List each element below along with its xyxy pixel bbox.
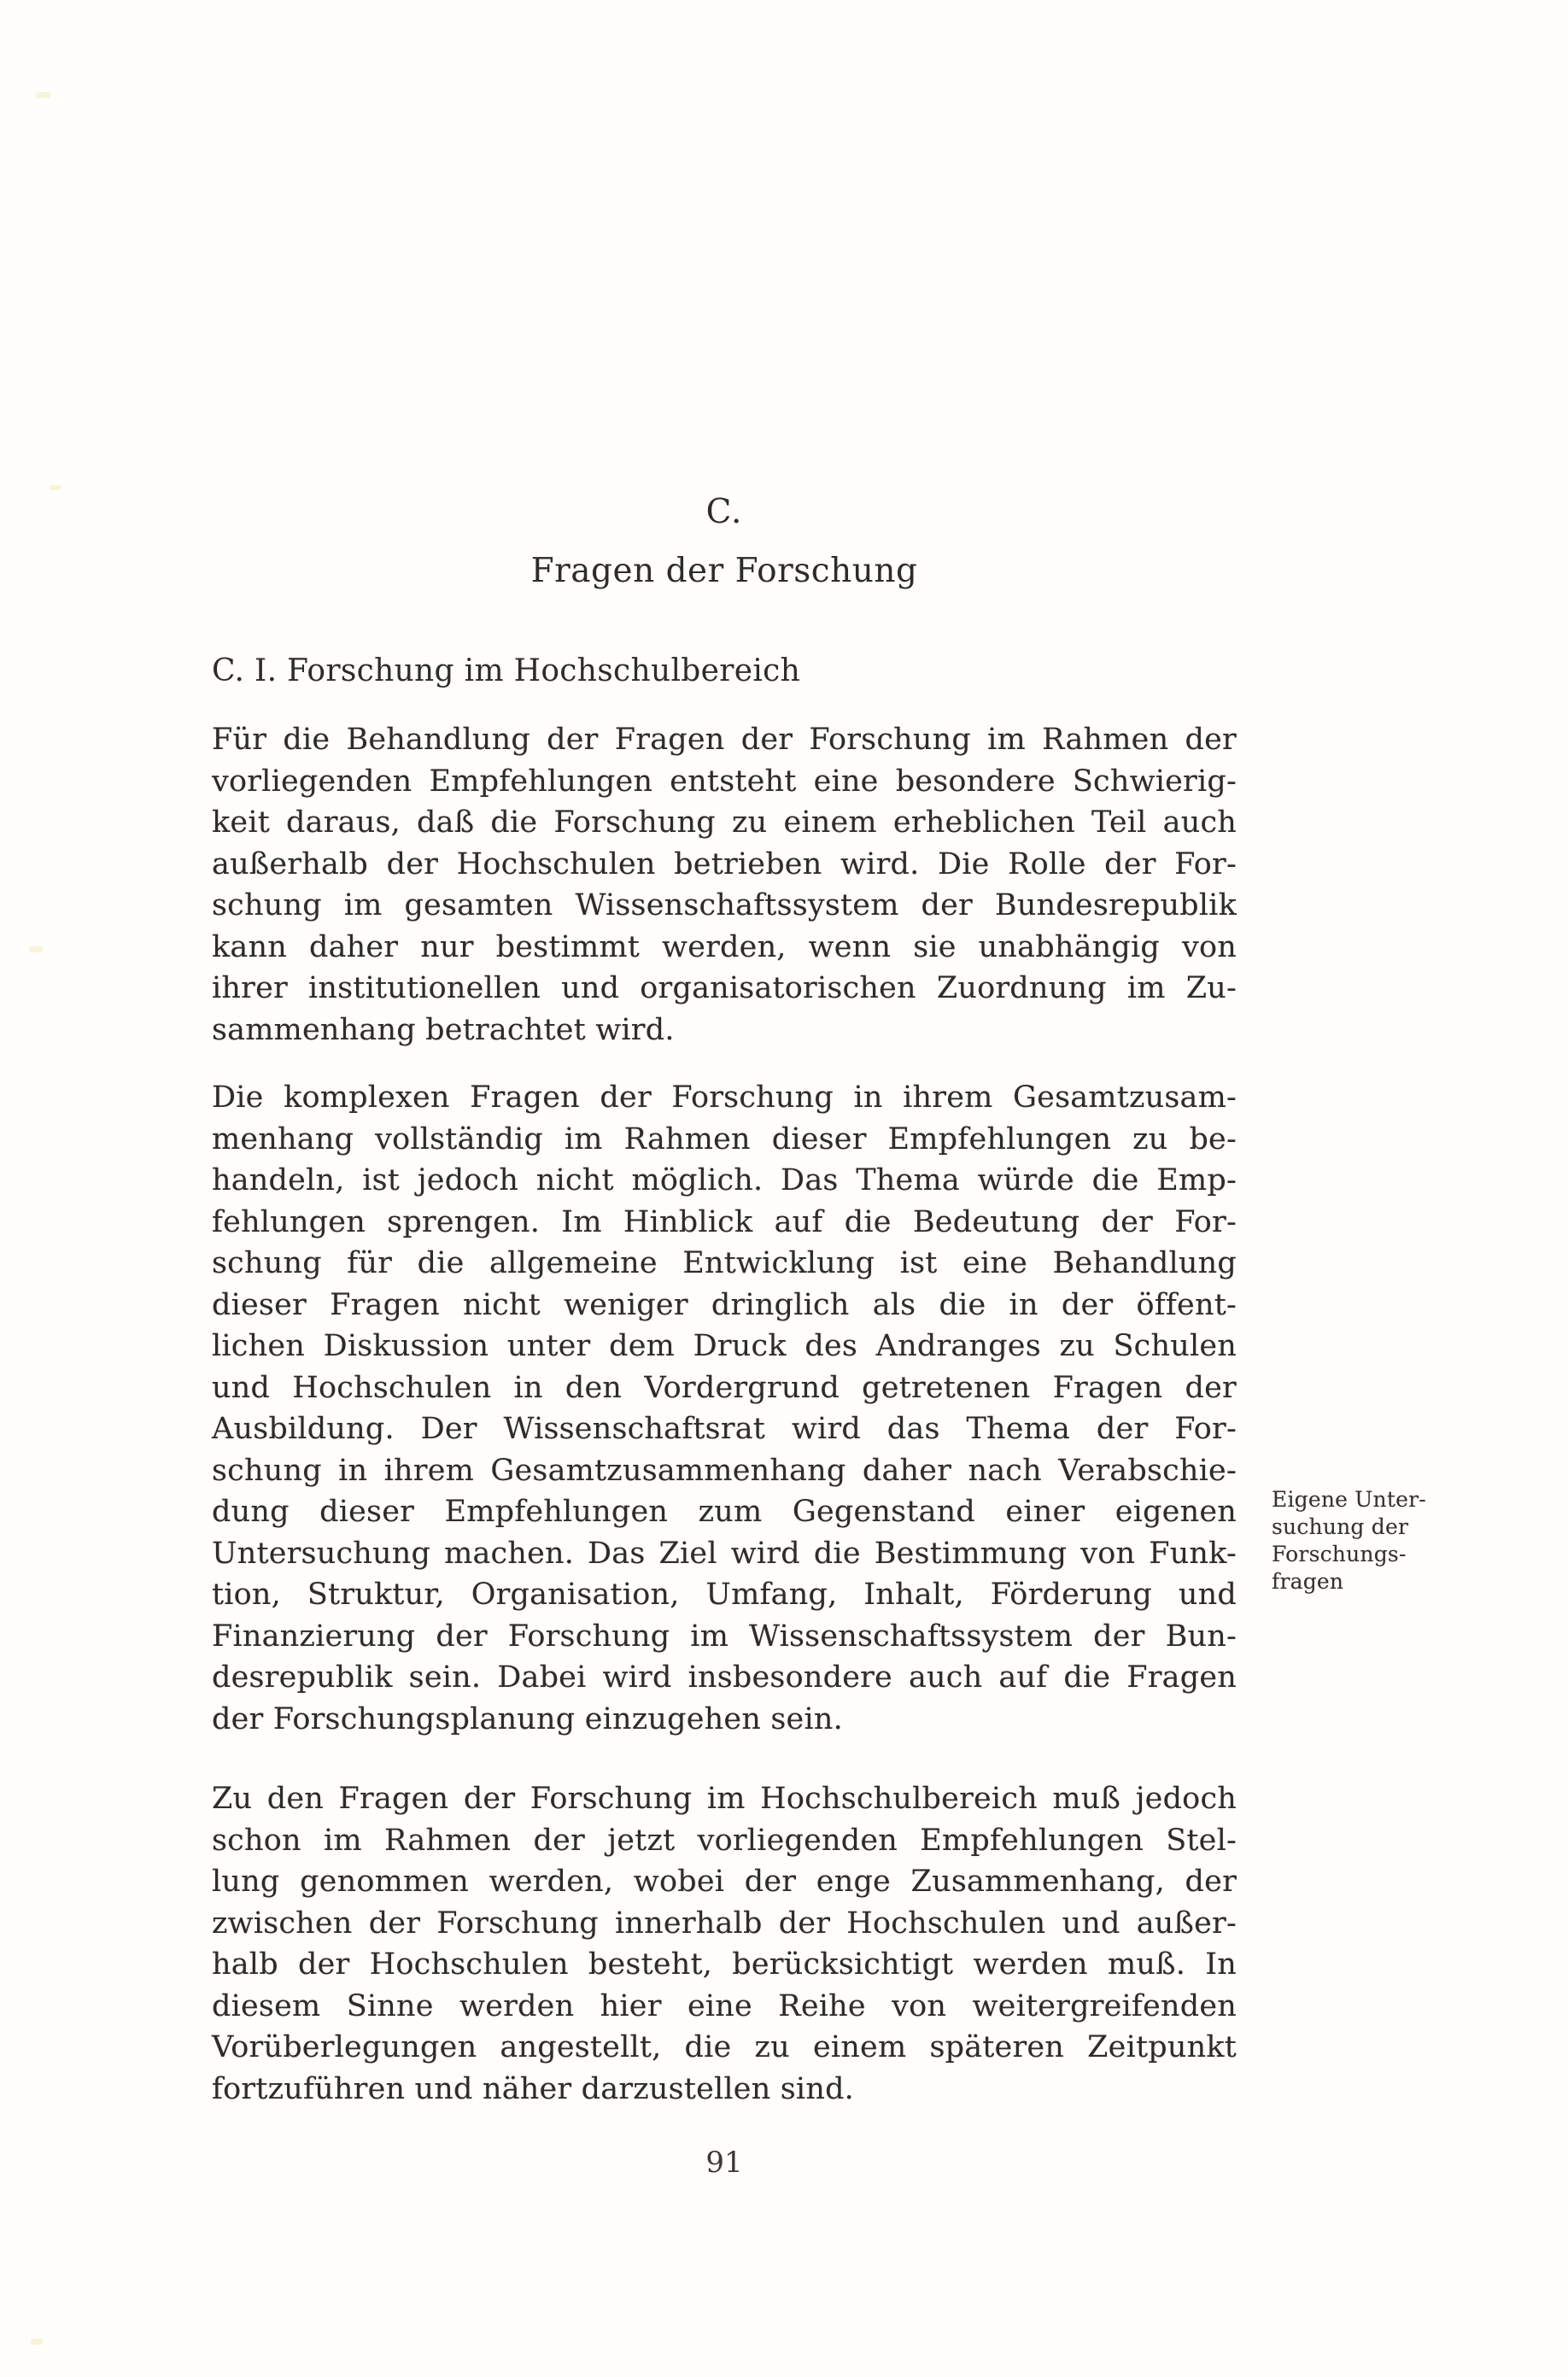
text-line: menhang vollständig im Rahmen dieser Empfehlungen zu be- xyxy=(212,1121,1237,1156)
margin-note xyxy=(1272,1486,1477,1595)
section-heading: C. I. Forschung im Hochschulbereich xyxy=(212,653,801,688)
text-line: fragen xyxy=(1272,1569,1344,1594)
text-line: Untersuchung machen. Das Ziel wird die Bestimmung von Funk- xyxy=(212,1536,1237,1571)
paragraph xyxy=(212,1077,1237,1740)
scan-artifact-speck xyxy=(31,2339,43,2345)
text-line: schung für die allgemeine Entwicklung ist eine Behandlung xyxy=(212,1246,1237,1280)
page-number: 91 xyxy=(705,2146,743,2180)
text-line: halb der Hochschulen besteht, berücksichtigt werden muß. In xyxy=(212,1947,1237,1982)
text-line: diesem Sinne werden hier eine Reihe von weitergreifenden xyxy=(212,1988,1237,2023)
text-line: Ausbildung. Der Wissenschaftsrat wird das Thema der For- xyxy=(212,1412,1237,1446)
text-line: der Forschungsplanung einzugehen sein. xyxy=(212,1701,843,1736)
text-line: fehlungen sprengen. Im Hinblick auf die Bedeutung der For- xyxy=(212,1204,1237,1239)
text-line: kann daher nur bestimmt werden, wenn sie unabhängig von xyxy=(212,929,1237,964)
text-line: Vorüberlegungen angestellt, die zu einem späteren Zeitpunkt xyxy=(212,2030,1237,2064)
text-line: schung in ihrem Gesamtzusammenhang daher nach Verabschie- xyxy=(212,1453,1237,1488)
text-line: sammenhang betrachtet wird. xyxy=(212,1012,675,1047)
scan-artifact-speck xyxy=(29,946,43,952)
paragraph xyxy=(212,719,1237,1051)
paragraph xyxy=(212,1778,1237,2110)
text-line: keit daraus, daß die Forschung zu einem erheblichen Teil auch xyxy=(212,805,1237,840)
text-line: tion, Struktur, Organisation, Umfang, Inhalt, Förderung und xyxy=(212,1578,1237,1612)
text-line: fortzuführen und näher darzustellen sind. xyxy=(212,2071,855,2106)
text-line: zwischen der Forschung innerhalb der Hochschulen und außer- xyxy=(212,1906,1237,1941)
text-line: Für die Behandlung der Fragen der Forschung im Rahmen der xyxy=(212,723,1237,757)
text-line: schung im gesamten Wissenschaftssystem der Bundesrepublik xyxy=(212,888,1237,922)
text-line: Finanzierung der Forschung im Wissenschaftssystem der Bun- xyxy=(212,1619,1237,1654)
chapter-label: C. xyxy=(705,493,743,531)
text-line: lichen Diskussion unter dem Druck des Andranges zu Schulen xyxy=(212,1329,1237,1363)
text-line: Zu den Fragen der Forschung im Hochschulbereich muß jedoch xyxy=(212,1782,1237,1816)
scan-artifact-speck xyxy=(50,485,61,490)
text-line: und Hochschulen in den Vordergrund getretenen Fragen der xyxy=(212,1370,1237,1405)
text-line: handeln, ist jedoch nicht möglich. Das Thema würde die Emp- xyxy=(212,1163,1237,1197)
text-line: schon im Rahmen der jetzt vorliegenden Empfehlungen Stel- xyxy=(212,1823,1237,1858)
text-line: dung dieser Empfehlungen zum Gegenstand einer eigenen xyxy=(212,1495,1237,1529)
text-line: suchung der xyxy=(1272,1514,1409,1539)
text-line: Forschungs- xyxy=(1272,1542,1407,1566)
scan-artifact-speck xyxy=(36,92,51,98)
text-line: dieser Fragen nicht weniger dringlich als die in der öffent- xyxy=(212,1287,1237,1322)
text-line: außerhalb der Hochschulen betrieben wird. Die Rolle der For- xyxy=(212,846,1237,881)
text-line: Eigene Unter- xyxy=(1272,1487,1426,1512)
text-line: vorliegenden Empfehlungen entsteht eine besondere Schwierig- xyxy=(212,764,1237,799)
text-line: ihrer institutionellen und organisatorischen Zuordnung im Zu- xyxy=(212,971,1237,1005)
text-line: lung genommen werden, wobei der enge Zusammenhang, der xyxy=(212,1865,1237,1899)
text-line: Die komplexen Fragen der Forschung in ihrem Gesamtzusam- xyxy=(212,1080,1237,1115)
chapter-title: Fragen der Forschung xyxy=(530,552,918,590)
text-line: desrepublik sein. Dabei wird insbesondere auch auf die Fragen xyxy=(212,1660,1237,1695)
